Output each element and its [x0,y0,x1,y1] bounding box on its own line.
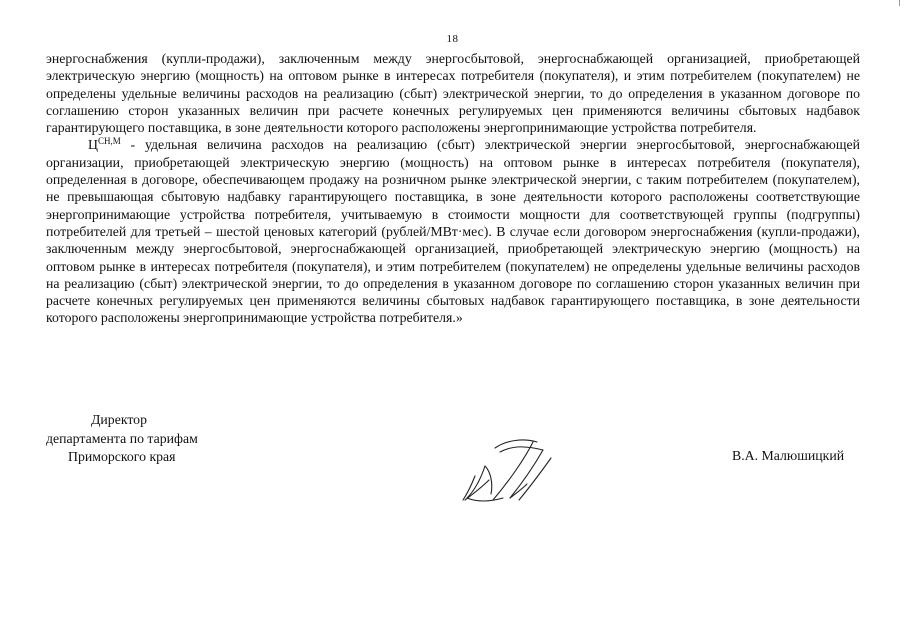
signatory-region: Приморского края [68,449,176,464]
symbol-base: Ц [88,137,98,153]
paragraph-definition-text: - удельная величина расходов на реализацию (сбыт) электрической энергии энергосбытовой, энергоснабжающей организации, приобретающей электрическую энергию (мощность) на оптовом рынке в интересах потребителя (покупателя), определенная в договоре, обеспечивающем продажу на розничном рынке электрической энергии, с таким потребителем (покупателем), не превышающая сбытовую надбавку гарантирующего поставщика, в зоне деятельности которого расположены соответствующие энергопринимающие устройства потребителя, учитываемую в стоимости мощности для соответствующей группы (подгруппы) потребителей для третьей – шестой ценовых категорий (рублей/МВт·мес). В случае если договором энергоснабжения (купли-продажи), заключенным между энергосбытовой, энергоснабжающей организацией, приобретающей электрическую энергию (мощность) на оптовом рынке в интересах потребителя (покупателя), и этим потребителем (покупателем) не определены удельные величины расходов на реализацию (сбыт) электрической энергии, то до определения в указанном договоре по соглашению сторон указанных величин при расчете конечных регулируемых цен применяются величины сбытовых надбавок гарантирующего поставщика, в зоне деятельности которого расположены энергопринимающие устройства потребителя.» [46,137,860,326]
paragraph-continuation: энергоснабжения (купли-продажи), заключенным между энергосбытовой, энергоснабжающей организацией, приобретающей электрическую энергию (мощность) на оптовом рынке в интересах потребителя (покупателя), и этим потребителем (покупателем) не определены удельные величины расходов на реализацию (сбыт) электрической энергии, то до определения в указанном договоре по соглашению сторон указанных величин при расчете конечных регулируемых цен применяются величины сбытовых надбавок гарантирующего поставщика, в зоне деятельности которого расположены энергопринимающие устройства потребителя. [46,51,860,136]
scan-edge-mark [899,0,905,6]
page-number: 18 [446,33,459,45]
signatory-position: Директор [91,412,147,427]
symbol-superscript: СН,М [97,136,121,147]
signatory-name: В.А. Малюшицкий [732,448,845,463]
document-body [46,50,860,327]
signatory-department: департамента по тарифам [46,430,198,446]
formula-symbol [88,137,121,152]
signatory-title-block [46,411,198,467]
paragraph-definition [46,136,860,326]
handwritten-signature-icon [455,428,555,506]
